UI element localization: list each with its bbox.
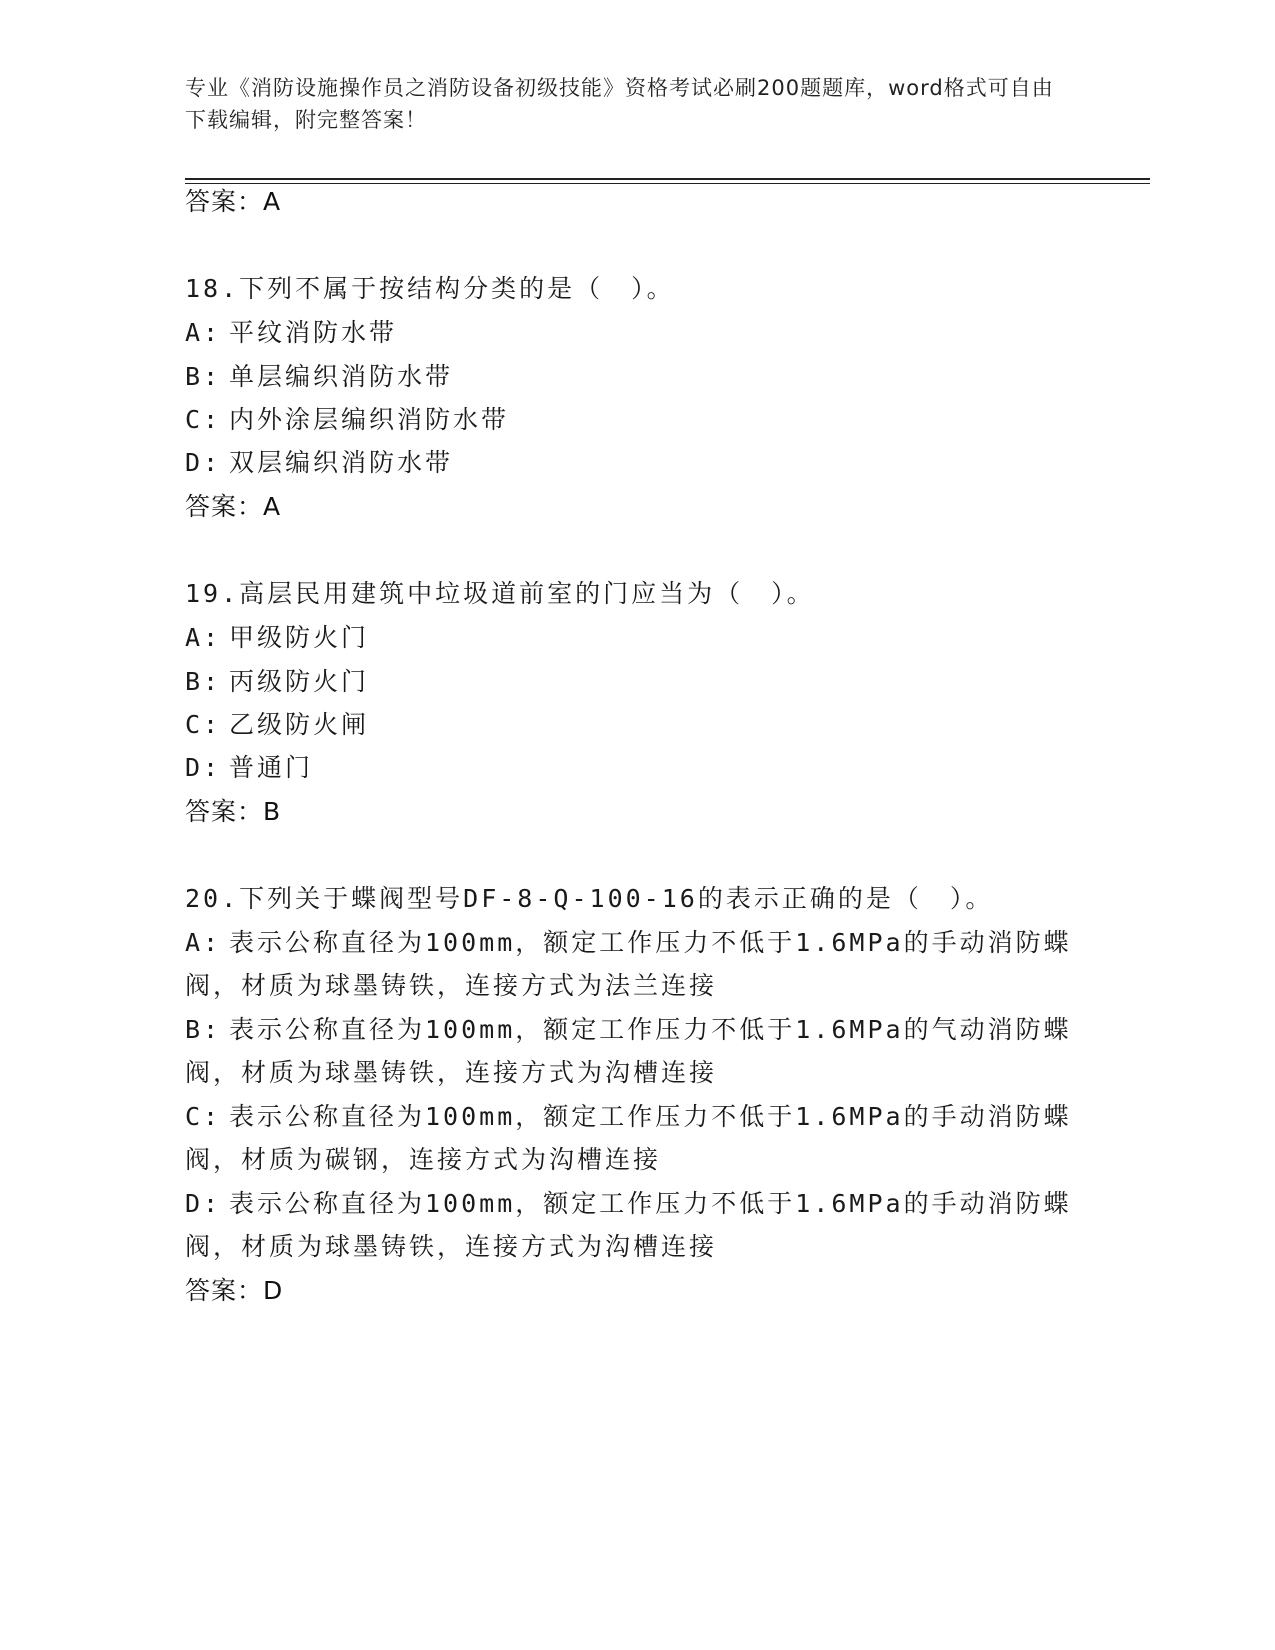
option-label: D: (185, 448, 222, 477)
option-label: B: (185, 667, 222, 696)
question-20-option-c-line1 (185, 1101, 1072, 1133)
option-text: 双层编织消防水带 (229, 448, 454, 477)
question-19-option-d (185, 752, 313, 784)
question-18-option-a (185, 317, 397, 349)
header-title: 专业《消防设施操作员之消防设备初级技能》资格考试必刷200题题库，word格式可自由下载编辑，附完整答案！ (185, 76, 1054, 132)
previous-answer: 答案：A (185, 187, 282, 216)
header-divider-thin (185, 183, 1150, 184)
option-label: C: (185, 710, 222, 739)
question-19-option-a (185, 622, 369, 654)
option-label: D: (185, 1189, 222, 1218)
option-text: 丙级防火门 (229, 667, 370, 696)
option-label: D: (185, 753, 222, 782)
option-text: 表示公称直径为100mm，额定工作压力不低于1.6MPa的手动消防蝶 (229, 1102, 1072, 1131)
option-text: 内外涂层编织消防水带 (229, 405, 510, 434)
option-text: 甲级防火门 (229, 623, 370, 652)
question-20-option-b-line1 (185, 1014, 1072, 1046)
option-label: A: (185, 623, 222, 652)
option-label: B: (185, 362, 222, 391)
question-20-option-d-line2: 阀，材质为球墨铸铁，连接方式为沟槽连接 (185, 1232, 718, 1261)
option-text: 乙级防火闸 (229, 710, 370, 739)
question-19-stem: 19.高层民用建筑中垃圾道前室的门应当为（ ）。 (185, 579, 815, 608)
option-text: 平纹消防水带 (229, 318, 398, 347)
header-divider-thick (185, 178, 1150, 180)
option-text: 表示公称直径为100mm，额定工作压力不低于1.6MPa的气动消防蝶 (229, 1015, 1072, 1044)
option-label: B: (185, 1015, 222, 1044)
question-20-answer: 答案：D (185, 1276, 284, 1305)
question-19-answer: 答案：B (185, 797, 282, 826)
question-18-option-b (185, 361, 453, 393)
option-text: 单层编织消防水带 (229, 362, 454, 391)
question-18-answer: 答案：A (185, 492, 282, 521)
question-20-option-a-line2: 阀，材质为球墨铸铁，连接方式为法兰连接 (185, 971, 718, 1000)
question-20-option-c-line2: 阀，材质为碳钢，连接方式为沟槽连接 (185, 1145, 662, 1174)
option-text: 表示公称直径为100mm，额定工作压力不低于1.6MPa的手动消防蝶 (229, 928, 1072, 957)
question-18-option-c (185, 404, 509, 436)
page-header (185, 72, 1065, 136)
option-label: C: (185, 405, 222, 434)
option-label: A: (185, 318, 222, 347)
question-19-option-c (185, 709, 369, 741)
question-19-option-b (185, 666, 369, 698)
question-20-option-a-line1 (185, 927, 1072, 959)
option-text: 表示公称直径为100mm，额定工作压力不低于1.6MPa的手动消防蝶 (229, 1189, 1072, 1218)
question-20-option-b-line2: 阀，材质为球墨铸铁，连接方式为沟槽连接 (185, 1058, 718, 1087)
question-18-option-d (185, 447, 453, 479)
option-text: 普通门 (229, 753, 314, 782)
question-20-stem: 20.下列关于蝶阀型号DF-8-Q-100-16的表示正确的是（ ）。 (185, 884, 994, 913)
option-label: A: (185, 928, 222, 957)
question-18-stem: 18.下列不属于按结构分类的是（ ）。 (185, 274, 675, 303)
question-20-option-d-line1 (185, 1188, 1072, 1220)
option-label: C: (185, 1102, 222, 1131)
